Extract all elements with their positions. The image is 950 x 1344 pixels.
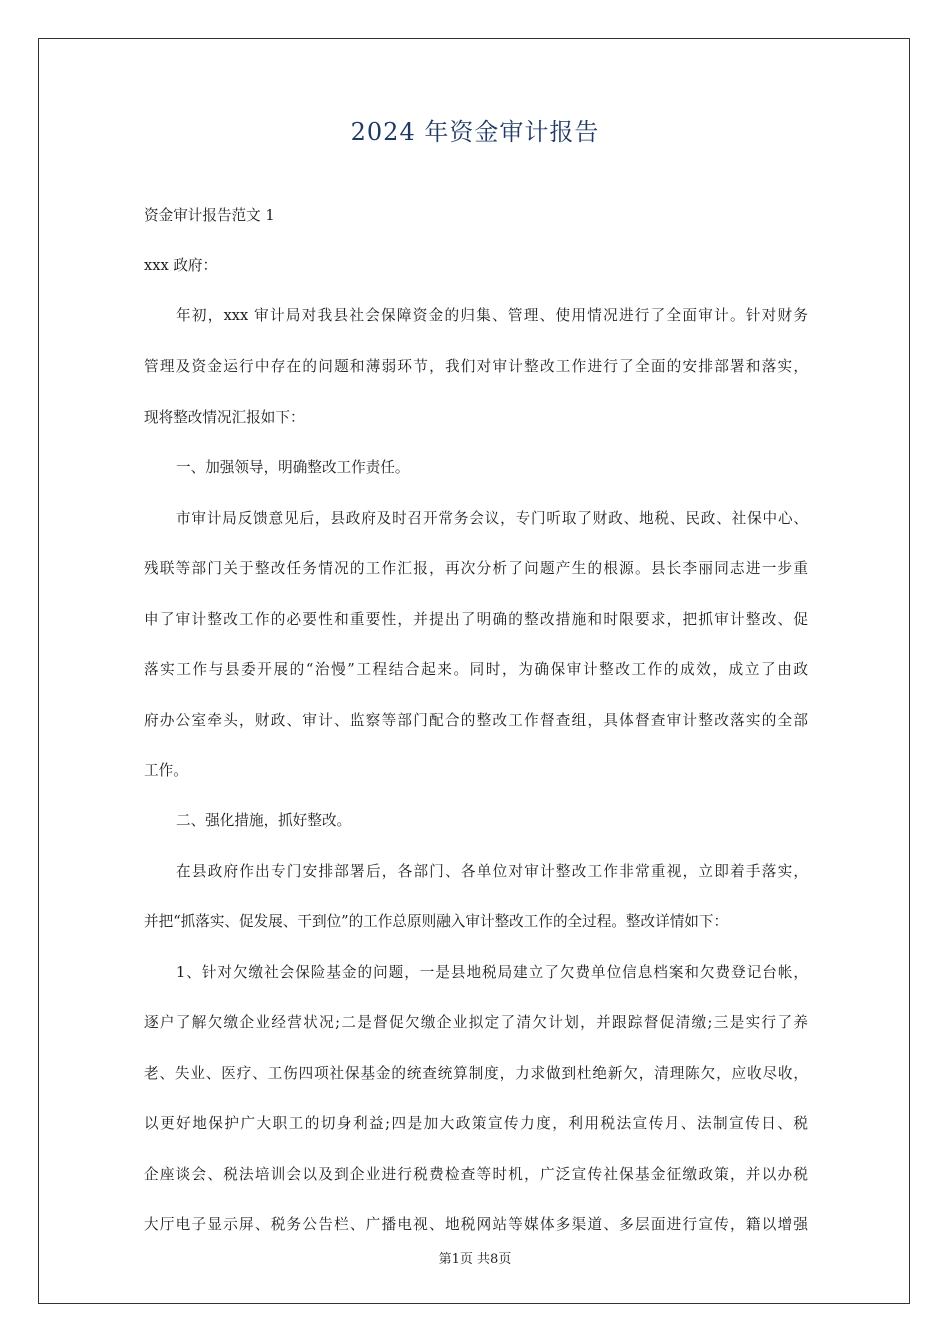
text-line: 工作。 xyxy=(144,762,188,779)
text-line: 并把“抓落实、促发展、干到位”的工作总原则融入审计整改工作的全过程。整改详情如下： xyxy=(144,913,729,930)
salutation: xxx 政府： xyxy=(144,257,218,274)
document-title: 2024 年资金审计报告 xyxy=(350,118,600,146)
text-line: 老、失业、医疗、工伤四项社保基金的统查统算制度，力求做到杜绝新欠，清理陈欠，应收尽收， xyxy=(144,1065,808,1082)
text-line: 府办公室牵头，财政、审计、监察等部门配合的整改工作督查组，具体督查审计整改落实的全部 xyxy=(144,712,808,729)
doc-heading: 资金审计报告范文 1 xyxy=(144,207,275,224)
text-line: 市审计局反馈意见后，县政府及时召开常务会议，专门听取了财政、地税、民政、社保中心、 xyxy=(176,510,808,527)
text-line: 现将整改情况汇报如下： xyxy=(144,409,305,426)
text-line: 逐户了解欠缴企业经营状况;二是督促欠缴企业拟定了清欠计划，并跟踪督促清缴;三是实行了养 xyxy=(144,1014,808,1031)
text-line: 1、针对欠缴社会保险基金的问题，一是县地税局建立了欠费单位信息档案和欠费登记台帐， xyxy=(176,964,808,981)
text-line: 落实工作与县委开展的“治慢”工程结合起来。同时，为确保审计整改工作的成效，成立了由政 xyxy=(144,661,808,678)
text-line: 企座谈会、税法培训会以及到企业进行税费检查等时机，广泛宣传社保基金征缴政策，并以办税 xyxy=(144,1166,808,1183)
text-line: 管理及资金运行中存在的问题和薄弱环节，我们对审计整改工作进行了全面的安排部署和落实， xyxy=(144,358,808,375)
section-heading: 一、加强领导，明确整改工作责任。 xyxy=(176,459,410,476)
text-line: 残联等部门关于整改任务情况的工作汇报，再次分析了问题产生的根源。县长李丽同志进一步重 xyxy=(144,560,808,577)
text-line: 大厅电子显示屏、税务公告栏、广播电视、地税网站等媒体多渠道、多层面进行宣传，籍以增强 xyxy=(144,1216,808,1233)
text-line: 以更好地保护广大职工的切身利益;四是加大政策宣传力度，利用税法宣传月、法制宣传日、税 xyxy=(144,1115,808,1132)
text-line: 年初，xxx 审计局对我县社会保障资金的归集、管理、使用情况进行了全面审计。针对财务 xyxy=(176,307,808,324)
text-line: 申了审计整改工作的必要性和重要性，并提出了明确的整改措施和时限要求，把抓审计整改、促 xyxy=(144,611,808,628)
page-number-footer: 第1页 共8页 xyxy=(438,1252,512,1267)
section-heading: 二、强化措施，抓好整改。 xyxy=(176,812,352,829)
text-line: 在县政府作出专门安排部署后，各部门、各单位对审计整改工作非常重视，立即着手落实， xyxy=(176,863,808,880)
